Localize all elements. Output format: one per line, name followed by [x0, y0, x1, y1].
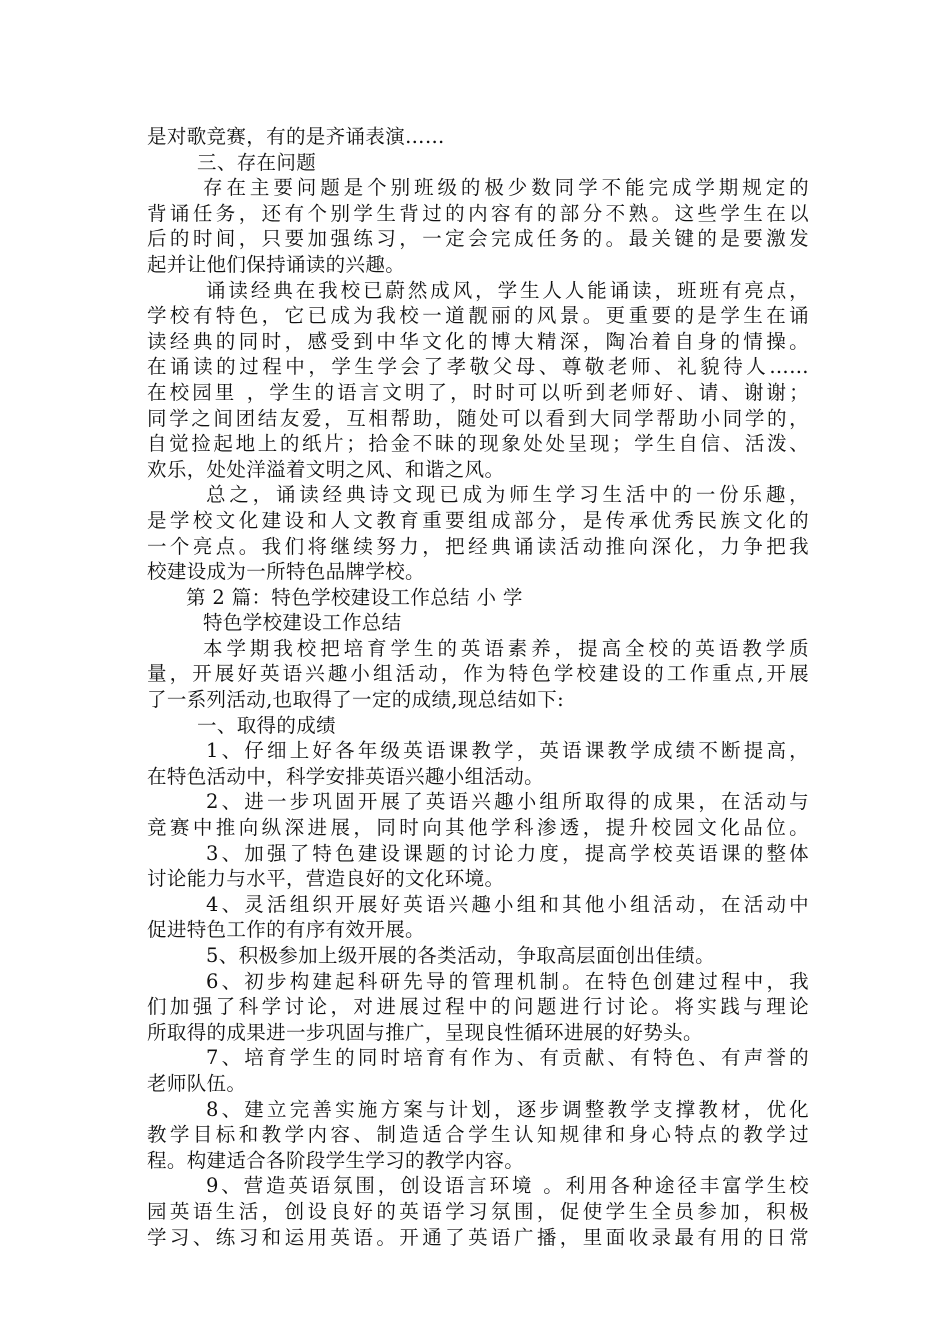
- text-line: 园英语生活，创设良好的英语学习氛围，促使学生全员参加，积极: [147, 1199, 809, 1223]
- text-line: 学校有特色，它已成为我校一道靓丽的风景。更重要的是学生在诵: [147, 304, 809, 328]
- text-line: 老师队伍。: [147, 1071, 247, 1095]
- text-line: 一个亮点。我们将继续努力，把经典诵读活动推向深化，力争把我: [147, 534, 809, 558]
- text-line: 7、培育学生的同时培育有作为、有贡献、有特色、有声誉的: [206, 1046, 809, 1070]
- text-line: 8、建立完善实施方案与计划，逐步调整教学支撑教材，优化: [206, 1097, 809, 1121]
- text-line: 读经典的同时，感受到中华文化的博大精深，陶冶着自身的情操。: [147, 329, 809, 353]
- text-line: 欢乐，处处洋溢着文明之风、和谐之风。: [147, 457, 505, 481]
- text-line: 本学期我校把培育学生的英语素养，提高全校的英语教学质: [203, 636, 809, 660]
- text-line: 所取得的成果进一步巩固与推广，呈现良性循环进展的好势头。: [147, 1020, 703, 1044]
- text-line: 讨论能力与水平，营造良好的文化环境。: [147, 867, 505, 891]
- text-line: 5、积极参加上级开展的各类活动，争取高层面创出佳绩。: [206, 944, 716, 967]
- text-line: 1、仔细上好各年级英语课教学，英语课教学成绩不断提高，: [206, 739, 809, 763]
- text-line: 是对歌竞赛，有的是齐诵表演……: [147, 125, 445, 148]
- text-line: 们加强了科学讨论，对进展过程中的问题进行讨论。将实践与理论: [147, 995, 809, 1019]
- document-body: [147, 124, 809, 1250]
- text-line: 促进特色工作的有序有效开展。: [147, 918, 425, 942]
- text-line: 教学目标和教学内容、制造适合学生认知规律和身心特点的教学过: [147, 1123, 809, 1147]
- text-line: 竞赛中推向纵深进展，同时向其他学科渗透，提升校园文化品位。: [147, 816, 809, 840]
- text-line: 3、加强了特色建设课题的讨论力度，提高学校英语课的整体: [206, 841, 809, 865]
- text-line: 学习、练习和运用英语。开通了英语广播，里面收录最有用的日常: [147, 1225, 809, 1249]
- text-line: 9、营造英语氛围，创设语言环境 。利用各种途径丰富学生校: [206, 1174, 809, 1198]
- text-line: 总之，诵读经典诗文现已成为师生学习生活中的一份乐趣，: [206, 483, 809, 507]
- text-line: 起并让他们保持诵读的兴趣。: [147, 252, 406, 276]
- text-line: 在校园里 ，学生的语言文明了，时时可以听到老师好、请、谢谢；: [147, 380, 809, 404]
- text-line: 背诵任务，还有个别学生背过的内容有的部分不熟。这些学生在以: [147, 201, 809, 225]
- article-subtitle: 特色学校建设工作总结: [203, 611, 402, 635]
- text-line: 了一系列活动,也取得了一定的成绩,现总结如下:: [147, 688, 565, 712]
- text-line: 量，开展好英语兴趣小组活动，作为特色学校建设的工作重点,开展: [147, 662, 809, 686]
- text-line: 诵读经典在我校已蔚然成风，学生人人能诵读，班班有亮点，: [206, 278, 809, 302]
- section-heading: 三、存在问题: [197, 150, 317, 174]
- text-line: 后的时间，只要加强练习，一定会完成任务的。最关键的是要激发: [147, 227, 809, 251]
- section-heading: 一、取得的成绩: [197, 713, 336, 737]
- article-title-line: 第 2 篇：特色学校建设工作总结 小 学: [186, 585, 523, 609]
- text-line: 4、灵活组织开展好英语兴趣小组和其他小组活动，在活动中: [206, 892, 809, 916]
- text-line: 校建设成为一所特色品牌学校。: [147, 560, 425, 584]
- text-line: 在特色活动中，科学安排英语兴趣小组活动。: [147, 764, 545, 788]
- text-line: 程。构建适合各阶段学生学习的教学内容。: [147, 1148, 525, 1172]
- text-line: 存在主要问题是个别班级的极少数同学不能完成学期规定的: [203, 176, 809, 200]
- text-line: 在诵读的过程中，学生学会了孝敬父母、尊敬老师、礼貌待人……: [147, 355, 809, 379]
- text-line: 是学校文化建设和人文教育重要组成部分，是传承优秀民族文化的: [147, 508, 809, 532]
- text-line: 同学之间团结友爱，互相帮助，随处可以看到大同学帮助小同学的，: [147, 406, 809, 430]
- text-line: 2、进一步巩固开展了英语兴趣小组所取得的成果，在活动与: [206, 790, 809, 814]
- text-line: 自觉捡起地上的纸片；拾金不昧的现象处处呈现；学生自信、活泼、: [147, 432, 809, 456]
- text-line: 6、初步构建起科研先导的管理机制。在特色创建过程中，我: [206, 969, 809, 993]
